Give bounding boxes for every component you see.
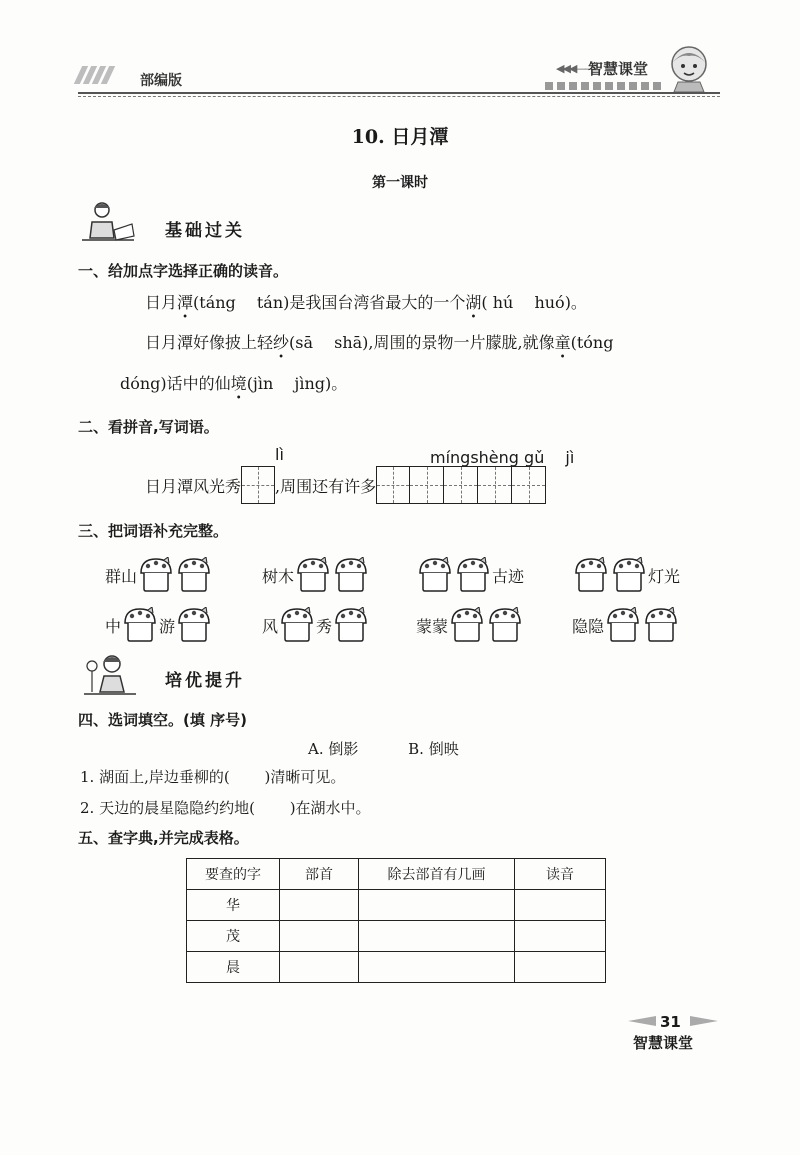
pinyin-hint-1: lì [275,445,284,464]
writing-box[interactable] [512,466,546,504]
fill-word-5: 中 游 [105,607,213,643]
girl-reading-icon [82,652,138,698]
lesson-subtitle: 第一课时 [372,175,428,191]
arrow-decoration-icon: ◀◀◀—— [556,62,594,75]
writing-box[interactable] [376,466,410,504]
answer-cell[interactable] [359,921,515,952]
table-header-row [187,859,606,890]
writing-box[interactable] [444,466,478,504]
fill-word-3: 古迹 [416,557,524,593]
question-1-line-1: 日月潭(táng tán)是我国台湾省最大的一个湖( hú huó)。 [145,293,587,312]
table-header-cell: 要查的字 [187,859,280,890]
edition-label: 部编版 [140,73,182,89]
student-writing-icon [80,200,136,246]
table-row [187,890,606,921]
footer-brand: 智慧课堂 [633,1034,694,1052]
table-header-cell: 部首 [280,859,359,890]
question-2-label: 二、看拼音,写词语。 [78,418,219,436]
header-rule-dashed [78,96,720,97]
dotted-char: 湖 [465,293,482,312]
table-char-cell: 晨 [187,952,280,983]
page-number: 31 [660,1013,681,1031]
dotted-char: 纱 [273,333,290,352]
mushroom-box-icon[interactable] [333,557,369,593]
fill-word-2: 树木 [262,557,370,593]
table-char-cell: 华 [187,890,280,921]
table-char-cell: 茂 [187,921,280,952]
question-4-options: A. 倒影 B. 倒映 [308,740,459,758]
fill-word-7: 蒙蒙 [416,607,524,643]
mushroom-box-icon[interactable] [455,557,491,593]
lesson-title: 10. 日月潭 [351,126,449,148]
section-heading-basic: 基础过关 [165,221,245,241]
answer-cell[interactable] [359,890,515,921]
fill-word-8: 隐隐 [572,607,680,643]
mushroom-box-icon[interactable] [122,607,158,643]
mushroom-box-icon[interactable] [573,557,609,593]
answer-cell[interactable] [280,952,359,983]
mushroom-box-icon[interactable] [279,607,315,643]
question-3-label: 三、把词语补充完整。 [78,522,229,540]
mascot-girl-icon [664,42,714,92]
dotted-char: 潭 [177,293,194,312]
dictionary-table [186,858,606,983]
question-1-line-2: 日月潭好像披上轻纱(sā shā),周围的景物一片朦胧,就像童(tóng [145,333,614,352]
header-dash-decoration [545,82,665,90]
fill-word-1: 群山 [105,557,213,593]
answer-cell[interactable] [515,921,606,952]
answer-cell[interactable] [280,921,359,952]
table-header-cell: 除去部首有几画 [359,859,515,890]
mushroom-box-icon[interactable] [643,607,679,643]
writing-box[interactable] [241,466,275,504]
dotted-char: 境 [230,374,247,393]
mushroom-box-icon[interactable] [176,557,212,593]
mushroom-box-icon[interactable] [487,607,523,643]
pinyin-hint-2: míngshèng gǔ jì [430,448,575,467]
answer-cell[interactable] [280,890,359,921]
header-stripes [78,66,124,84]
question-4-item-2: 2. 天边的晨星隐隐约约地( )在湖水中。 [80,799,371,817]
table-header-cell: 读音 [515,859,606,890]
writing-box[interactable] [478,466,512,504]
fill-word-4: 灯光 [572,557,680,593]
answer-cell[interactable] [515,952,606,983]
section-heading-advanced: 培优提升 [165,671,245,691]
mushroom-box-icon[interactable] [138,557,174,593]
question-4-item-1: 1. 湖面上,岸边垂柳的( )清晰可见。 [80,768,346,786]
table-row [187,921,606,952]
table-row [187,952,606,983]
answer-cell[interactable] [359,952,515,983]
mushroom-box-icon[interactable] [417,557,453,593]
mushroom-box-icon[interactable] [176,607,212,643]
answer-cell[interactable] [515,890,606,921]
mushroom-box-icon[interactable] [449,607,485,643]
mushroom-box-icon[interactable] [333,607,369,643]
question-4-label: 四、选词填空。(填 序号) [78,711,247,729]
brand-title: 智慧课堂 [588,60,649,78]
header-rule [78,92,720,94]
question-1-line-3: dóng)话中的仙境(jìn jìng)。 [120,374,348,393]
question-2-line: 日月潭风光秀 ,周围还有许多 [145,466,546,504]
mushroom-box-icon[interactable] [605,607,641,643]
fill-word-6: 风 秀 [262,607,370,643]
mushroom-box-icon[interactable] [295,557,331,593]
dotted-char: 童 [554,333,571,352]
question-1-label: 一、给加点字选择正确的读音。 [78,262,289,280]
mushroom-box-icon[interactable] [611,557,647,593]
question-5-label: 五、查字典,并完成表格。 [78,829,249,847]
writing-box[interactable] [410,466,444,504]
